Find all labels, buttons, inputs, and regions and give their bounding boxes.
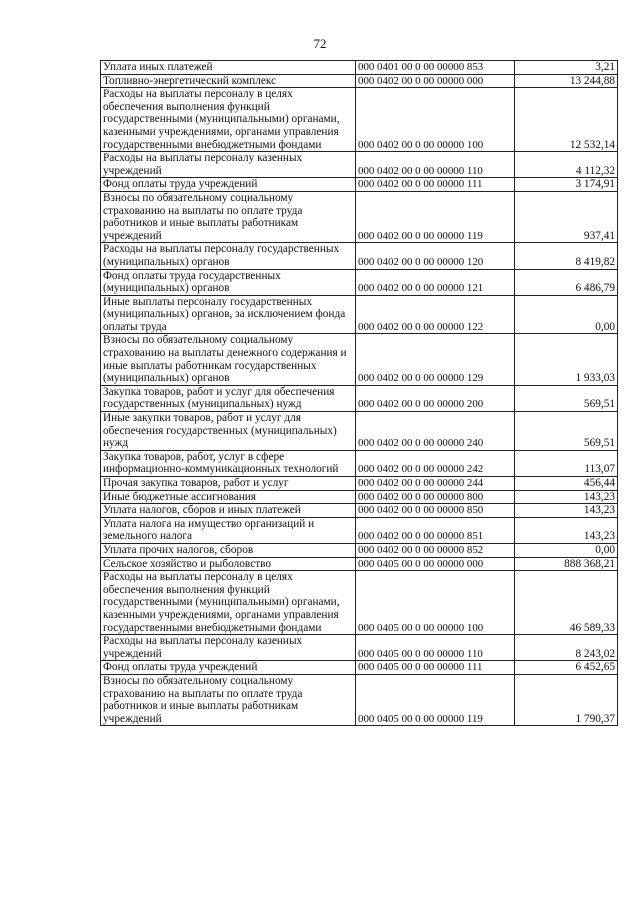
table-row — [101, 674, 618, 725]
row-amount: 13 244,88 — [515, 74, 618, 88]
row-code: 000 0405 00 0 00 00000 100 — [356, 571, 515, 635]
table-row — [101, 61, 618, 75]
row-code: 000 0402 00 0 00 00000 800 — [356, 490, 515, 504]
row-code: 000 0405 00 0 00 00000 110 — [356, 635, 515, 661]
row-amount: 6 452,65 — [515, 661, 618, 675]
row-name: Закупка товаров, работ, услуг в сфере информационно-коммуникационных технологий — [101, 450, 356, 476]
row-code: 000 0402 00 0 00 00000 000 — [356, 74, 515, 88]
row-code: 000 0402 00 0 00 00000 122 — [356, 295, 515, 334]
row-name: Взносы по обязательному социальному страхованию на выплаты денежного содержания и иные выплаты работникам государственных (муниципальных) органов — [101, 334, 356, 385]
row-amount: 0,00 — [515, 295, 618, 334]
row-code: 000 0402 00 0 00 00000 240 — [356, 412, 515, 451]
row-name: Уплата прочих налогов, сборов — [101, 543, 356, 557]
row-name: Сельское хозяйство и рыболовство — [101, 557, 356, 571]
row-code: 000 0402 00 0 00 00000 110 — [356, 152, 515, 178]
row-amount: 113,07 — [515, 450, 618, 476]
table-row — [101, 571, 618, 635]
row-name: Взносы по обязательному социальному страхованию на выплаты по оплате труда работников и иные выплаты работникам учреждений — [101, 674, 356, 725]
row-amount: 143,23 — [515, 517, 618, 543]
table-row — [101, 295, 618, 334]
row-code: 000 0402 00 0 00 00000 119 — [356, 191, 515, 242]
row-code: 000 0402 00 0 00 00000 851 — [356, 517, 515, 543]
row-code: 000 0405 00 0 00 00000 111 — [356, 661, 515, 675]
table-row — [101, 74, 618, 88]
table-row — [101, 152, 618, 178]
row-code: 000 0402 00 0 00 00000 129 — [356, 334, 515, 385]
row-amount: 143,23 — [515, 490, 618, 504]
row-name: Иные выплаты персоналу государственных (муниципальных) органов, за исключением фонда оплаты труда — [101, 295, 356, 334]
row-name: Фонд оплаты труда учреждений — [101, 661, 356, 675]
table-row — [101, 490, 618, 504]
table-row — [101, 517, 618, 543]
row-code: 000 0402 00 0 00 00000 100 — [356, 88, 515, 152]
row-code: 000 0402 00 0 00 00000 111 — [356, 178, 515, 192]
row-name: Уплата иных платежей — [101, 61, 356, 75]
row-amount: 937,41 — [515, 191, 618, 242]
row-name: Закупка товаров, работ и услуг для обеспечения государственных (муниципальных) нужд — [101, 385, 356, 411]
table-row — [101, 557, 618, 571]
row-name: Прочая закупка товаров, работ и услуг — [101, 477, 356, 491]
table-row — [101, 243, 618, 269]
page-number: 72 — [313, 36, 327, 51]
row-amount: 12 532,14 — [515, 88, 618, 152]
table-row — [101, 504, 618, 518]
row-amount: 569,51 — [515, 385, 618, 411]
table-row — [101, 450, 618, 476]
row-name: Топливно-энергетический комплекс — [101, 74, 356, 88]
row-code: 000 0402 00 0 00 00000 242 — [356, 450, 515, 476]
row-amount: 569,51 — [515, 412, 618, 451]
row-name: Расходы на выплаты персоналу в целях обеспечения выполнения функций государственными (муниципальными) органами, казенными учреждениями, органами управления государственными внебюджетными фондами — [101, 88, 356, 152]
row-code: 000 0405 00 0 00 00000 119 — [356, 674, 515, 725]
table-row — [101, 477, 618, 491]
row-amount: 1 790,37 — [515, 674, 618, 725]
row-name: Расходы на выплаты персоналу казенных учреждений — [101, 635, 356, 661]
budget-table — [100, 60, 618, 726]
row-name: Расходы на выплаты персоналу казенных учреждений — [101, 152, 356, 178]
row-code: 000 0402 00 0 00 00000 120 — [356, 243, 515, 269]
table-row — [101, 334, 618, 385]
row-name: Иные бюджетные ассигнования — [101, 490, 356, 504]
row-code: 000 0402 00 0 00 00000 121 — [356, 269, 515, 295]
table-row — [101, 635, 618, 661]
row-name: Иные закупки товаров, работ и услуг для обеспечения государственных (муниципальных) нужд — [101, 412, 356, 451]
row-name: Фонд оплаты труда учреждений — [101, 178, 356, 192]
row-amount: 3 174,91 — [515, 178, 618, 192]
row-name: Расходы на выплаты персоналу в целях обеспечения выполнения функций государственными (муниципальными) органами, казенными учреждениями, органами управления государственными внебюджетными фондами — [101, 571, 356, 635]
row-name: Уплата налога на имущество организаций и земельного налога — [101, 517, 356, 543]
table-row — [101, 191, 618, 242]
table-row — [101, 269, 618, 295]
table-row — [101, 661, 618, 675]
table-row — [101, 88, 618, 152]
table-row — [101, 412, 618, 451]
table-row — [101, 543, 618, 557]
table-row — [101, 385, 618, 411]
row-code: 000 0402 00 0 00 00000 244 — [356, 477, 515, 491]
row-code: 000 0405 00 0 00 00000 000 — [356, 557, 515, 571]
row-amount: 3,21 — [515, 61, 618, 75]
row-amount: 1 933,03 — [515, 334, 618, 385]
row-name: Расходы на выплаты персоналу государственных (муниципальных) органов — [101, 243, 356, 269]
row-amount: 143,23 — [515, 504, 618, 518]
row-name: Фонд оплаты труда государственных (муниципальных) органов — [101, 269, 356, 295]
row-amount: 46 589,33 — [515, 571, 618, 635]
row-amount: 6 486,79 — [515, 269, 618, 295]
row-amount: 888 368,21 — [515, 557, 618, 571]
row-amount: 8 419,82 — [515, 243, 618, 269]
budget-table-body — [101, 61, 618, 726]
row-name: Уплата налогов, сборов и иных платежей — [101, 504, 356, 518]
row-code: 000 0401 00 0 00 00000 853 — [356, 61, 515, 75]
row-code: 000 0402 00 0 00 00000 200 — [356, 385, 515, 411]
table-row — [101, 178, 618, 192]
row-amount: 8 243,02 — [515, 635, 618, 661]
row-amount: 0,00 — [515, 543, 618, 557]
row-code: 000 0402 00 0 00 00000 852 — [356, 543, 515, 557]
row-amount: 4 112,32 — [515, 152, 618, 178]
row-code: 000 0402 00 0 00 00000 850 — [356, 504, 515, 518]
row-name: Взносы по обязательному социальному страхованию на выплаты по оплате труда работников и иные выплаты работникам учреждений — [101, 191, 356, 242]
row-amount: 456,44 — [515, 477, 618, 491]
